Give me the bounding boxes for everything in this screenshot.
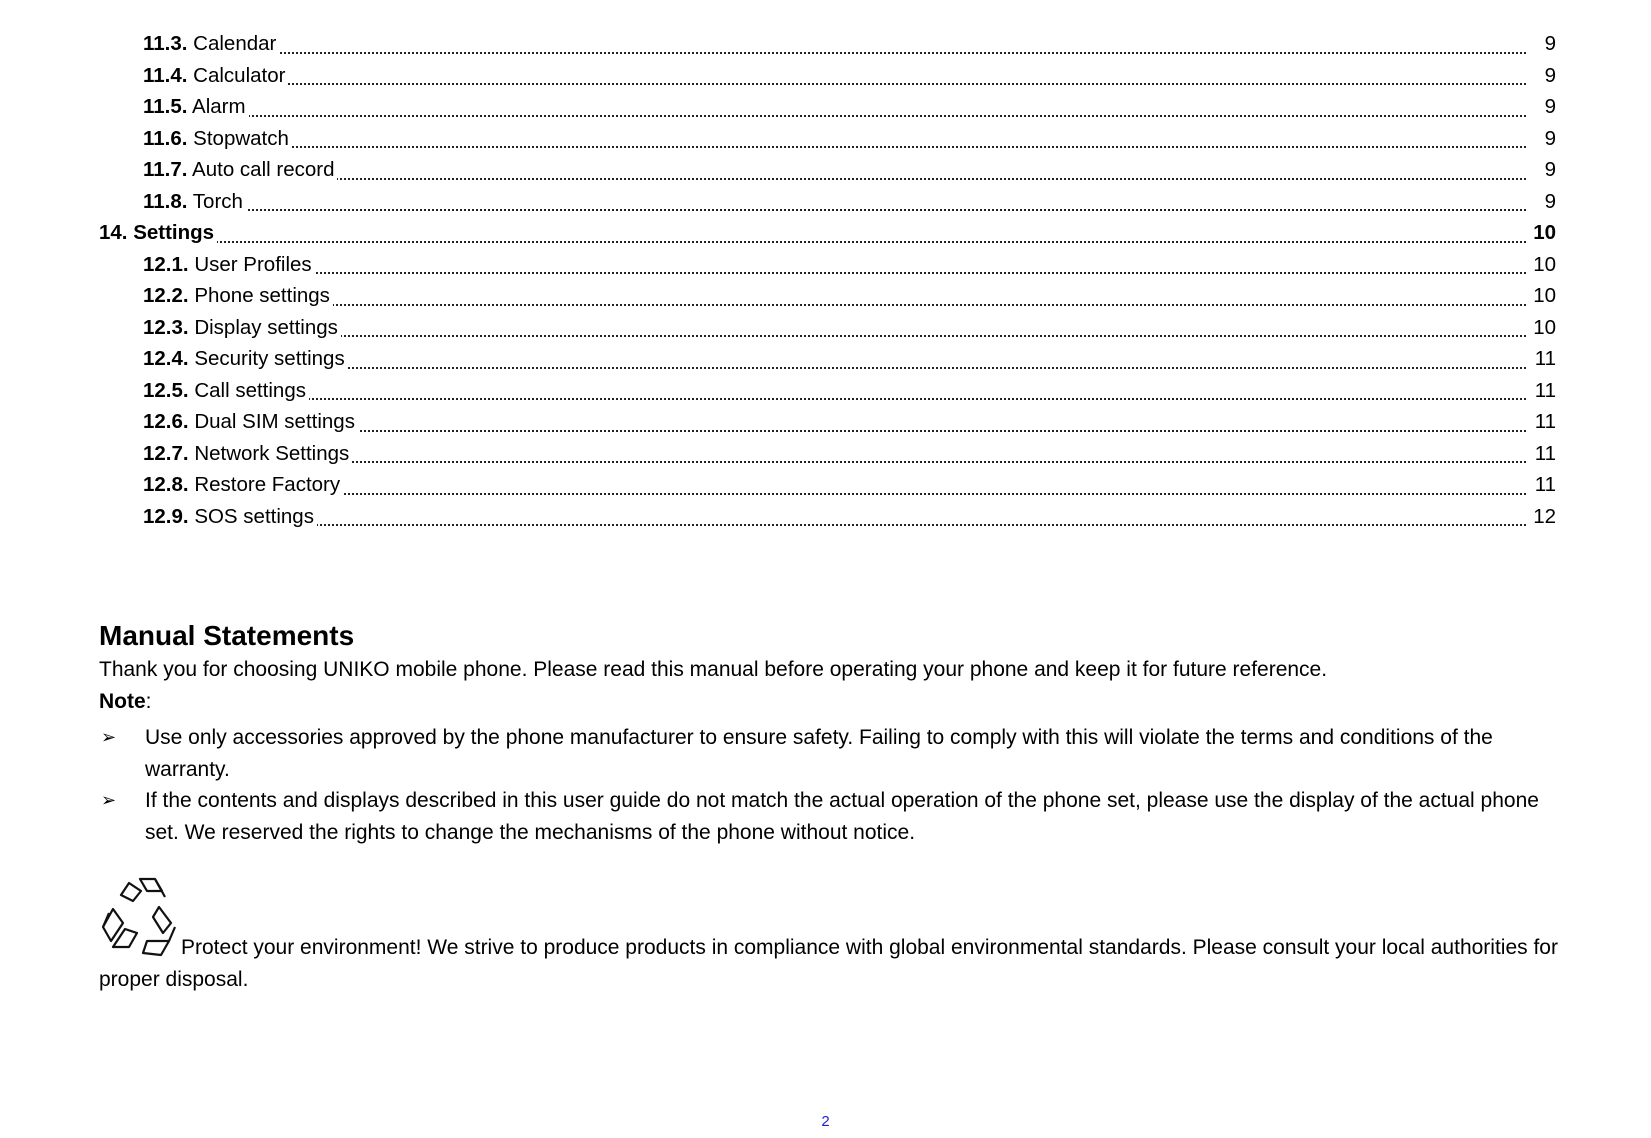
toc-entry-page: 11 xyxy=(1529,469,1556,501)
toc-entry[interactable] xyxy=(143,28,1556,60)
dot-leader xyxy=(143,367,1526,369)
toc-entry-heading xyxy=(143,186,246,218)
note-label: Note xyxy=(99,690,146,713)
toc-entry-title: Calculator xyxy=(193,63,286,87)
toc-entry[interactable] xyxy=(143,123,1556,155)
toc-entry-page: 12 xyxy=(1529,501,1556,533)
toc-entry[interactable] xyxy=(143,249,1556,281)
toc-entry-page: 11 xyxy=(1529,375,1556,407)
dot-leader xyxy=(143,524,1526,526)
dot-leader xyxy=(99,241,1526,243)
toc-entry-page: 9 xyxy=(1529,28,1556,60)
toc-entry-title: Alarm xyxy=(192,95,246,118)
toc-entry-number: 12.5. xyxy=(143,378,189,402)
toc-entry-heading xyxy=(143,469,343,501)
toc-entry[interactable] xyxy=(143,91,1556,123)
toc-entry-title: Network Settings xyxy=(194,441,350,465)
toc-entry-title: User Profiles xyxy=(194,252,312,276)
toc-entry[interactable] xyxy=(99,217,1556,249)
toc-entry[interactable] xyxy=(143,375,1556,407)
dot-leader xyxy=(143,115,1526,117)
toc-entry-page: 9 xyxy=(1529,123,1556,155)
environment-notice: Protect your environment! We strive to produce products in compliance with global environmental standards. Please consult your local authorities for proper disposal. xyxy=(99,936,1558,991)
toc-entry-number: 12.2. xyxy=(143,284,189,307)
toc-entry-title: Stopwatch xyxy=(193,126,289,150)
toc-entry-page: 11 xyxy=(1529,343,1556,375)
toc-entry[interactable] xyxy=(143,186,1556,218)
toc-entry-title: SOS settings xyxy=(194,504,314,528)
intro-paragraph: Thank you for choosing UNIKO mobile phone. Please read this manual before operating your phone and keep it for future reference. xyxy=(99,658,1328,681)
note-label-line xyxy=(99,690,1559,714)
toc-entry-heading xyxy=(143,280,333,312)
dot-leader xyxy=(143,272,1526,274)
toc-entry[interactable] xyxy=(143,406,1556,438)
toc-entry-heading xyxy=(143,91,249,123)
bullet-text: Use only accessories approved by the phone manufacturer to ensure safety. Failing to comply with this will violate the terms and conditions of the warranty. xyxy=(145,726,1493,781)
toc-entry-title: Torch xyxy=(192,189,243,213)
dot-leader xyxy=(143,52,1526,54)
dot-leader xyxy=(143,178,1526,180)
section-heading: Manual Statements xyxy=(99,620,355,651)
dot-leader xyxy=(143,304,1526,306)
dot-leader xyxy=(143,83,1526,85)
toc-entry[interactable] xyxy=(143,438,1556,470)
arrow-bullet-icon: ➢ xyxy=(101,790,117,810)
page-number: 2 xyxy=(821,1113,830,1130)
dot-leader xyxy=(143,146,1526,148)
toc-entry-heading xyxy=(143,312,341,344)
toc-entry-heading xyxy=(143,438,352,470)
toc-entry-page: 11 xyxy=(1529,406,1556,438)
toc-entry-number: 11.6. xyxy=(143,126,188,150)
toc-entry-title: Calendar xyxy=(193,32,277,55)
toc-entry-number: 12.1. xyxy=(143,252,189,276)
toc-entry-heading xyxy=(143,28,279,60)
toc-entry-title: Phone settings xyxy=(194,284,330,307)
toc-entry-number: 11.8. xyxy=(143,189,188,213)
toc-entry-title: Display settings xyxy=(194,315,338,339)
table-of-contents xyxy=(0,28,1651,532)
toc-entry-heading xyxy=(143,154,337,186)
toc-entry-number: 12.9. xyxy=(143,504,189,528)
toc-entry-heading xyxy=(99,217,217,249)
toc-entry-page: 10 xyxy=(1529,217,1556,249)
toc-entry-title: Restore Factory xyxy=(194,473,341,496)
list-item xyxy=(99,785,1564,848)
toc-entry-number: 14. xyxy=(99,221,128,244)
toc-entry-page: 9 xyxy=(1529,186,1556,218)
toc-entry-page: 9 xyxy=(1529,154,1556,186)
list-item xyxy=(99,722,1564,785)
toc-entry-heading xyxy=(143,501,317,533)
toc-entry-heading xyxy=(143,249,315,281)
toc-entry[interactable] xyxy=(143,312,1556,344)
toc-entry-number: 12.6. xyxy=(143,410,189,433)
toc-entry-page: 9 xyxy=(1529,60,1556,92)
toc-entry-heading xyxy=(143,375,309,407)
note-bullets xyxy=(99,722,1564,848)
toc-entry-page: 9 xyxy=(1529,91,1556,123)
toc-entry-number: 12.4. xyxy=(143,347,189,370)
toc-entry-title: Dual SIM settings xyxy=(194,410,355,433)
toc-entry-title: Settings xyxy=(133,221,215,244)
toc-entry-title: Security settings xyxy=(194,347,345,370)
toc-entry[interactable] xyxy=(143,343,1556,375)
toc-entry-number: 11.5. xyxy=(143,95,188,118)
dot-leader xyxy=(143,493,1526,495)
toc-entry-page: 10 xyxy=(1529,280,1556,312)
toc-entry-title: Auto call record xyxy=(192,158,335,181)
toc-entry-number: 11.4. xyxy=(143,63,188,87)
toc-entry-number: 11.7. xyxy=(143,158,188,181)
toc-entry-page: 11 xyxy=(1529,438,1556,470)
toc-entry-heading xyxy=(143,60,288,92)
toc-entry-heading xyxy=(143,123,292,155)
note-colon: : xyxy=(145,690,152,713)
toc-entry[interactable] xyxy=(143,280,1556,312)
toc-entry[interactable] xyxy=(143,469,1556,501)
bullet-text: If the contents and displays described in this user guide do not match the actual operation of the phone set, please use the display of the actual phone set. We reserved the rights to change the mechanisms of the phone without notice. xyxy=(145,789,1539,844)
toc-entry-heading xyxy=(143,406,358,438)
toc-entry-title: Call settings xyxy=(194,378,306,402)
toc-entry-heading xyxy=(143,343,348,375)
toc-entry-number: 12.7. xyxy=(143,441,189,465)
toc-entry[interactable] xyxy=(143,154,1556,186)
toc-entry[interactable] xyxy=(143,60,1556,92)
toc-entry-page: 10 xyxy=(1529,312,1556,344)
arrow-bullet-icon: ➢ xyxy=(101,727,117,747)
dot-leader xyxy=(143,398,1526,400)
toc-entry-number: 11.3. xyxy=(143,32,188,55)
toc-entry[interactable] xyxy=(143,501,1556,533)
dot-leader xyxy=(143,335,1526,337)
toc-entry-number: 12.3. xyxy=(143,315,189,339)
toc-entry-number: 12.8. xyxy=(143,473,189,496)
toc-entry-page: 10 xyxy=(1529,249,1556,281)
dot-leader xyxy=(143,209,1526,211)
